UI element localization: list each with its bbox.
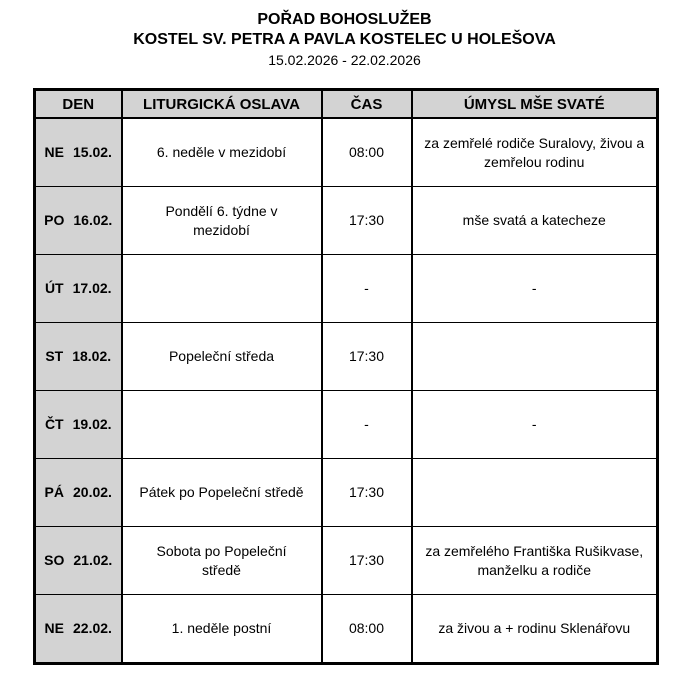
date-range: 15.02.2026 - 22.02.2026 — [268, 52, 421, 68]
table-header-row — [35, 90, 658, 119]
day-date: 18.02. — [72, 348, 112, 365]
day-date: 22.02. — [73, 620, 112, 637]
col-header-cas: ČAS — [322, 90, 412, 119]
intention-cell: - — [412, 391, 658, 459]
day-abbr: ČT — [44, 416, 64, 433]
col-header-umysl-mse-svate: ÚMYSL MŠE SVATÉ — [412, 90, 658, 119]
intention-cell: mše svatá a katecheze — [412, 187, 658, 255]
col-header-den: DEN — [35, 90, 122, 119]
time-cell: 17:30 — [322, 459, 412, 527]
page-title: POŘAD BOHOSLUŽEB — [257, 11, 432, 28]
day-cell — [35, 595, 122, 664]
day-abbr: NE — [44, 620, 64, 637]
day-abbr: PÁ — [44, 484, 64, 501]
table-row — [35, 187, 658, 255]
celebration-cell: 1. neděle postní — [122, 595, 322, 664]
day-cell — [35, 187, 122, 255]
intention-cell — [412, 323, 658, 391]
day-cell — [35, 527, 122, 595]
day-cell — [35, 255, 122, 323]
celebration-cell: Pondělí 6. týdne v mezidobí — [122, 187, 322, 255]
day-inner — [40, 279, 117, 297]
day-abbr: NE — [44, 144, 64, 161]
day-inner — [40, 415, 117, 433]
day-date: 16.02. — [73, 212, 113, 229]
day-inner — [40, 619, 117, 637]
time-cell: 08:00 — [322, 595, 412, 664]
celebration-cell — [122, 255, 322, 323]
time-cell: 08:00 — [322, 118, 412, 187]
table-row — [35, 391, 658, 459]
table-row — [35, 595, 658, 664]
document-header — [0, 10, 689, 70]
celebration-cell: 6. neděle v mezidobí — [122, 118, 322, 187]
intention-cell — [412, 459, 658, 527]
table-row — [35, 118, 658, 187]
intention-cell: za zemřelého Františka Rušikvase, manželku a rodiče — [412, 527, 658, 595]
intention-cell: za zemřelé rodiče Suralovy, živou a zemřelou rodinu — [412, 118, 658, 187]
intention-cell: za živou a + rodinu Sklenářovu — [412, 595, 658, 664]
day-abbr: ÚT — [44, 280, 64, 297]
time-cell: 17:30 — [322, 323, 412, 391]
day-date: 19.02. — [72, 416, 112, 433]
day-abbr: PO — [44, 212, 65, 229]
day-inner — [40, 347, 117, 365]
celebration-cell: Sobota po Popeleční středě — [122, 527, 322, 595]
celebration-cell: Popeleční středa — [122, 323, 322, 391]
celebration-cell: Pátek po Popeleční středě — [122, 459, 322, 527]
day-date: 21.02. — [73, 552, 113, 569]
day-inner — [40, 483, 117, 501]
table-row — [35, 255, 658, 323]
celebration-cell — [122, 391, 322, 459]
time-cell: - — [322, 255, 412, 323]
day-inner — [40, 211, 117, 229]
day-date: 15.02. — [73, 144, 112, 161]
day-date: 17.02. — [72, 280, 112, 297]
time-cell: - — [322, 391, 412, 459]
day-date: 20.02. — [73, 484, 112, 501]
day-cell — [35, 391, 122, 459]
table-row — [35, 527, 658, 595]
time-cell: 17:30 — [322, 527, 412, 595]
intention-cell: - — [412, 255, 658, 323]
day-cell — [35, 323, 122, 391]
col-header-liturgicka-oslava: LITURGICKÁ OSLAVA — [122, 90, 322, 119]
table-row — [35, 323, 658, 391]
day-cell — [35, 459, 122, 527]
time-cell: 17:30 — [322, 187, 412, 255]
day-inner — [40, 551, 117, 569]
schedule-table — [33, 88, 659, 665]
day-cell — [35, 118, 122, 187]
day-inner — [40, 143, 117, 161]
day-abbr: SO — [44, 552, 65, 569]
table-row — [35, 459, 658, 527]
church-name: KOSTEL SV. PETRA A PAVLA KOSTELEC U HOLEŠOVA — [133, 31, 556, 48]
day-abbr: ST — [45, 348, 64, 365]
